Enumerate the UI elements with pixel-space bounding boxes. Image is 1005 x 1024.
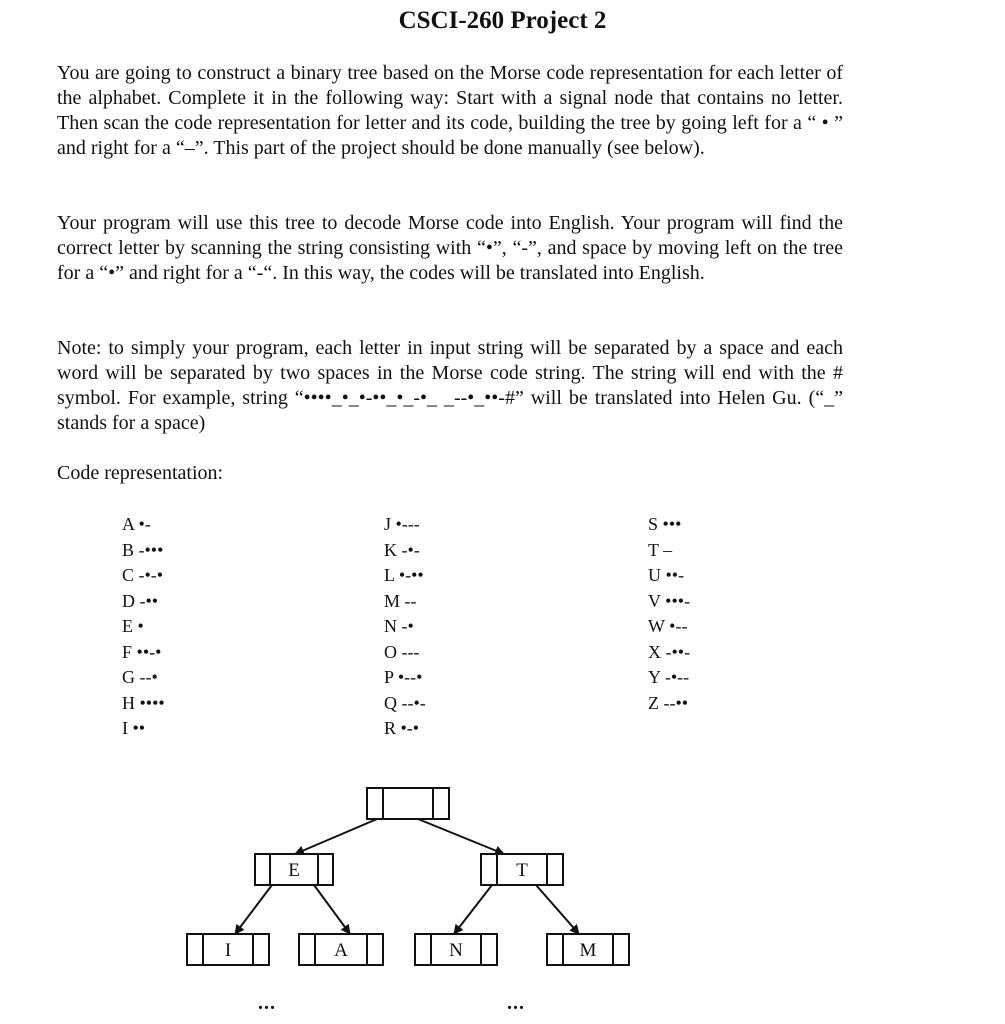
- tree-node-t-label: T: [516, 860, 528, 881]
- edge-e-to-a: [314, 885, 350, 934]
- code-item-d: D -••: [122, 590, 159, 611]
- code-item-r: R •-•: [384, 718, 420, 738]
- edge-root-to-t: [418, 819, 504, 854]
- tree-node-e-label: E: [288, 860, 300, 881]
- tree-node-m-label: M: [579, 940, 597, 961]
- code-representation-heading: Code representation:: [57, 462, 224, 484]
- code-item-v: V •••-: [648, 590, 691, 611]
- note-paragraph: Note: to simply your program, each letter in input string will be separated by a space and each word will be separated by two spaces in the Morse code string. The string will end with the # symbol. For example, string “••••_•_•-••_•_-•_ _--•_••-#” will be translated into Helen Gu. (“_” stands for a space): [57, 337, 843, 434]
- code-item-x: X -••-: [648, 641, 691, 662]
- tree-node-n-label: N: [449, 940, 463, 961]
- code-item-h: H ••••: [122, 692, 165, 713]
- tree-node-a-label: A: [334, 940, 348, 961]
- code-item-m: M --: [384, 590, 417, 611]
- code-item-z: Z --••: [648, 692, 689, 713]
- code-item-t: T –: [648, 539, 673, 560]
- code-item-e: E •: [122, 616, 144, 636]
- intro-paragraph: You are going to construct a binary tree based on the Morse code representation for each letter of the alphabet. Complete it in the following way: Start with a signal node that contains no letter. Then scan the code representation for letter and its code, building the tree by going left for a “ • ” and right for a “–”. This part of the project should be done manually (see below).: [57, 62, 843, 159]
- code-item-s: S •••: [648, 514, 682, 534]
- tree-node-root: [367, 788, 449, 819]
- morse-binary-tree-diagram: [0, 770, 1005, 990]
- code-item-u: U ••-: [648, 565, 685, 585]
- code-item-a: A •-: [122, 514, 151, 534]
- edge-root-to-e: [295, 819, 377, 854]
- code-column-s-z: [648, 512, 690, 716]
- code-item-i: I ••: [122, 718, 146, 738]
- code-column-a-i: [122, 512, 165, 742]
- code-item-l: L •-••: [384, 565, 424, 585]
- edge-t-to-m: [536, 885, 579, 934]
- code-column-j-r: [384, 512, 426, 742]
- code-item-g: G --•: [122, 667, 158, 687]
- ellipsis-right: ...: [507, 992, 525, 1014]
- code-item-k: K -•-: [384, 539, 420, 560]
- edge-t-to-n: [454, 885, 492, 934]
- code-item-b: B -•••: [122, 539, 164, 560]
- code-item-j: J •---: [384, 514, 420, 534]
- code-item-q: Q --•-: [384, 692, 426, 713]
- code-item-y: Y -•--: [648, 667, 690, 687]
- code-item-o: O ---: [384, 641, 420, 662]
- tree-node-i-label: I: [224, 940, 232, 961]
- code-item-n: N -•: [384, 616, 414, 636]
- decode-paragraph: Your program will use this tree to decode Morse code into English. Your program will find the correct letter by scanning the string consisting with “•”, “-”, and space by moving left on the tree for a “•” and right for a “-“. In this way, the codes will be translated into English.: [57, 212, 843, 284]
- ellipsis-left: ...: [258, 992, 276, 1014]
- code-item-c: C -•-•: [122, 565, 164, 585]
- code-item-p: P •--•: [384, 667, 423, 687]
- page-title: CSCI-260 Project 2: [398, 7, 607, 34]
- code-item-w: W •--: [648, 616, 688, 636]
- code-item-f: F ••-•: [122, 641, 162, 662]
- edge-e-to-i: [235, 885, 272, 934]
